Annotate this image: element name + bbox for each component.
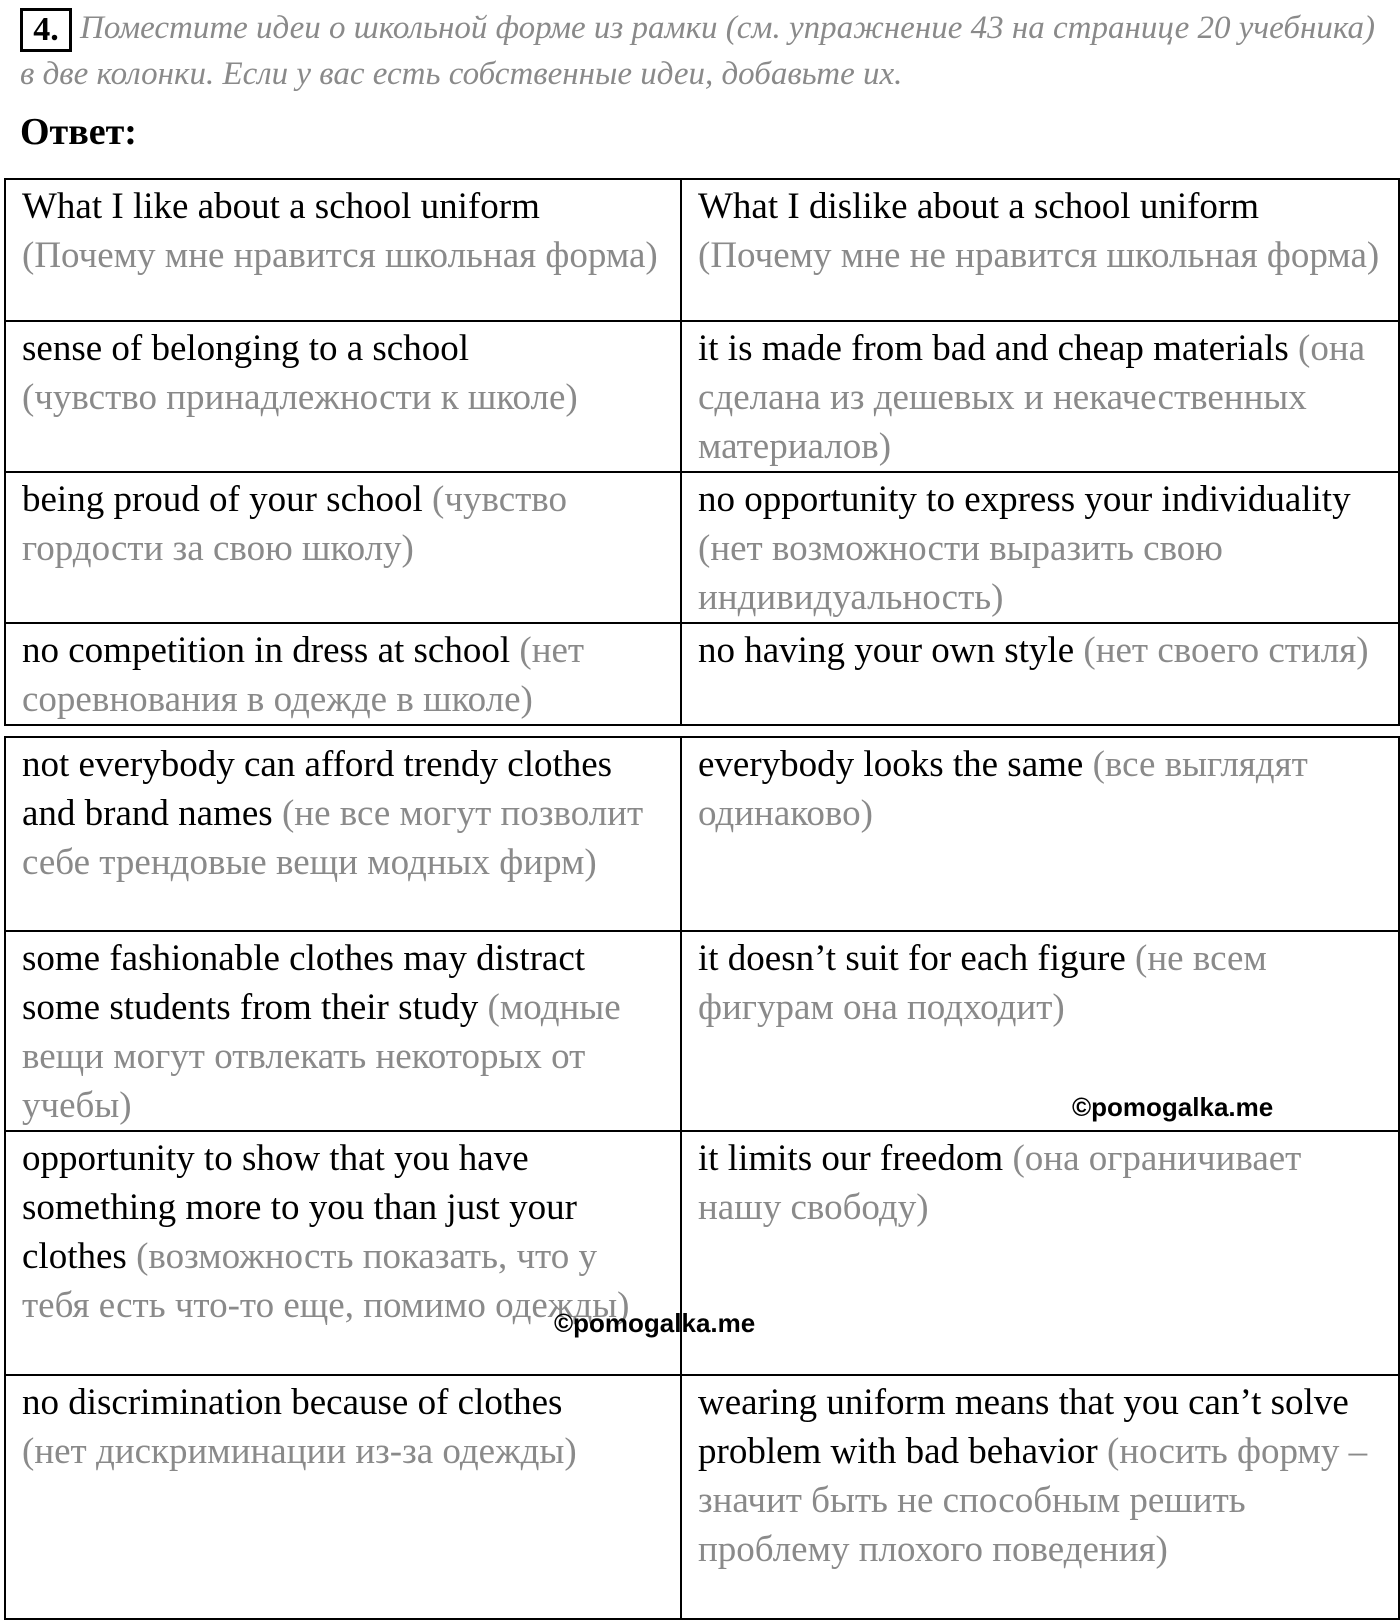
cell-english: it is made from bad and cheap materials	[698, 328, 1289, 369]
cell-english: What I dislike about a school uniform	[698, 186, 1260, 227]
table-cell	[5, 737, 681, 931]
cell-english: no having your own style	[698, 630, 1075, 671]
cell-russian: (нет дискриминации из-за одежды)	[22, 1431, 577, 1472]
table-cell	[681, 1375, 1399, 1619]
table-cell	[681, 179, 1399, 321]
table-cell	[5, 623, 681, 725]
cell-english: What I like about a school uniform	[22, 186, 540, 227]
cell-english: it doesn’t suit for each figure	[698, 938, 1126, 979]
cell-russian: (она сделана из дешевых и некачественных материалов)	[698, 328, 1366, 467]
watermark: ©pomogalka.me	[554, 1308, 756, 1338]
cell-english: no discrimination because of clothes	[22, 1382, 563, 1423]
cell-russian: (чувство гордости за свою школу)	[22, 479, 568, 569]
table-cell	[681, 737, 1399, 931]
table-cell	[681, 623, 1399, 725]
cell-russian: (не все могут позволит себе трендовые вещи модных фирм)	[22, 793, 644, 883]
cell-english: sense of belonging to a school	[22, 328, 469, 369]
cell-english: everybody looks the same	[698, 744, 1084, 785]
task-instruction	[20, 6, 1380, 96]
cell-english: not everybody can afford trendy clothes and brand names	[22, 744, 613, 834]
cell-english: some fashionable clothes may distract some students from their study	[22, 938, 586, 1028]
cell-russian: (носить форму – значит быть не способным решить проблему плохого поведения)	[698, 1431, 1368, 1570]
cell-english: no opportunity to express your individuality	[698, 479, 1351, 520]
cell-english: no competition in dress at school	[22, 630, 511, 671]
uniform-table-part-1	[4, 178, 1400, 726]
cell-russian: (возможность показать, что у тебя есть что-то еще, помимо одежды)	[22, 1236, 630, 1326]
cell-english: opportunity to show that you have something more to you than just your clothes	[22, 1138, 577, 1277]
table-row	[5, 623, 1399, 725]
table-cell	[5, 472, 681, 623]
cell-english: wearing uniform means that you can’t solve problem with bad behavior	[698, 1382, 1349, 1472]
table-cell	[5, 321, 681, 472]
task-text: Поместите идеи о школьной форме из рамки (см. упражнение 43 на странице 20 учебника) в две колонки. Если у вас есть собственные идеи, добавьте их.	[20, 10, 1375, 92]
cell-russian: (Почему мне не нравится школьная форма)	[698, 235, 1380, 276]
table-cell	[681, 472, 1399, 623]
cell-russian: (чувство принадлежности к школе)	[22, 377, 578, 418]
table-cell	[681, 931, 1399, 1131]
task-number: 4.	[20, 8, 72, 52]
cell-russian: (нет возможности выразить свою индивидуальность)	[698, 528, 1223, 618]
cell-russian: (все выглядят одинаково)	[698, 744, 1308, 834]
cell-english: it limits our freedom	[698, 1138, 1004, 1179]
answer-label: Ответ:	[20, 111, 137, 153]
table-row	[5, 472, 1399, 623]
cell-english: being proud of your school	[22, 479, 423, 520]
table-row	[5, 179, 1399, 321]
cell-russian: (модные вещи могут отвлекать некоторых от учебы)	[22, 987, 621, 1126]
table-row	[5, 737, 1399, 931]
table-cell	[681, 1131, 1399, 1375]
watermark: ©pomogalka.me	[1072, 1092, 1274, 1122]
cell-russian: (она ограничивает нашу свободу)	[698, 1138, 1302, 1228]
table-row	[5, 321, 1399, 472]
uniform-table-part-2	[4, 736, 1400, 1620]
table-cell	[681, 321, 1399, 472]
cell-russian: (нет соревнования в одежде в школе)	[22, 630, 585, 720]
table-cell	[5, 931, 681, 1131]
table-row	[5, 1375, 1399, 1619]
table-cell	[5, 1375, 681, 1619]
table-cell	[5, 179, 681, 321]
cell-russian: (нет своего стиля)	[1083, 630, 1369, 671]
cell-russian: (Почему мне нравится школьная форма)	[22, 235, 658, 276]
cell-russian: (не всем фигурам она подходит)	[698, 938, 1267, 1028]
